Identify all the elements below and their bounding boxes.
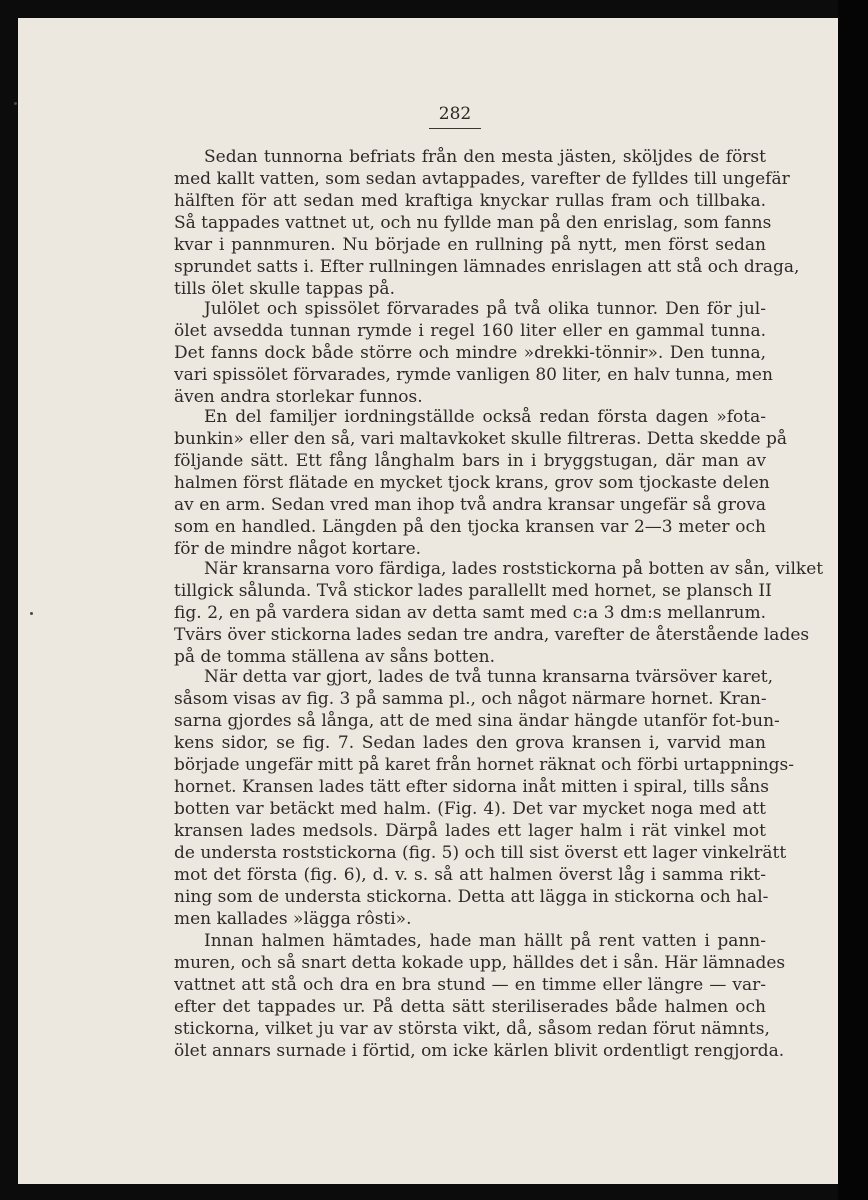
page-number: 282: [438, 104, 472, 124]
text-line: mot det första (fig. 6), d. v. s. så att halmen överst låg i samma rikt-: [174, 865, 766, 885]
text-line: ning som de understa stickorna. Detta att lägga in stickorna och hal-: [174, 887, 769, 907]
text-line: tillgick sålunda. Två stickor lades parallellt med hornet, se plansch II: [174, 581, 772, 601]
text-line: botten var betäckt med halm. (Fig. 4). Det var mycket noga med att: [174, 799, 766, 819]
page-number-rule: [429, 128, 481, 129]
text-line: såsom visas av fig. 3 på samma pl., och något närmare hornet. Kran-: [174, 689, 767, 709]
text-line: kvar i pannmuren. Nu började en rullning på nytt, men först sedan: [174, 235, 766, 255]
text-line: En del familjer iordningställde också redan första dagen »fota-: [204, 407, 766, 427]
text-line: följande sätt. Ett fång långhalm bars in i bryggstugan, där man av: [174, 451, 766, 471]
text-line: sprundet satts i. Efter rullningen lämnades enrislagen att stå och draga,: [174, 257, 800, 277]
text-line: hornet. Kransen lades tätt efter sidorna inåt mitten i spiral, tills såns: [174, 777, 769, 797]
text-line: ölet annars surnade i förtid, om icke kärlen blivit ordentligt rengjorda.: [174, 1041, 785, 1061]
text-line: Julölet och spissölet förvarades på två olika tunnor. Den för jul-: [204, 299, 766, 319]
text-line: för de mindre något kortare.: [174, 539, 422, 559]
text-line: ölet avsedda tunnan rymde i regel 160 liter eller en gammal tunna.: [174, 321, 766, 341]
scan-speck: [14, 102, 17, 105]
scan-speck: [30, 612, 33, 615]
scan-edge: [838, 0, 868, 1200]
text-line: hälften för att sedan med kraftiga knyckar rullas fram och tillbaka.: [174, 191, 766, 211]
text-line: på de tomma ställena av såns botten.: [174, 647, 495, 667]
text-line: sarna gjordes så långa, att de med sina ändar hängde utanför fot-bun-: [174, 711, 780, 731]
text-line: men kallades »lägga rôsti».: [174, 909, 412, 929]
text-line: efter det tappades ur. På detta sätt steriliserades både halmen och: [174, 997, 766, 1017]
text-line: När kransarna voro färdiga, lades roststickorna på botten av sån, vilket: [204, 559, 824, 579]
text-line: Så tappades vattnet ut, och nu fyllde man på den enrislag, som fanns: [174, 213, 772, 233]
text-line: Innan halmen hämtades, hade man hällt på rent vatten i pann-: [204, 931, 766, 951]
text-line: de understa roststickorna (fig. 5) och till sist överst ett lager vinkelrätt: [174, 843, 787, 863]
text-line: kens sidor, se fig. 7. Sedan lades den grova kransen i, varvid man: [174, 733, 766, 753]
text-line: av en arm. Sedan vred man ihop två andra kransar ungefär så grova: [174, 495, 766, 515]
text-line: började ungefär mitt på karet från hornet räknat och förbi urtappnings-: [174, 755, 795, 775]
text-line: vari spissölet förvarades, rymde vanligen 80 liter, en halv tunna, men: [174, 365, 773, 385]
text-line: Det fanns dock både större och mindre »drekki-tönnir». Den tunna,: [174, 343, 766, 363]
text-line: Tvärs över stickorna lades sedan tre andra, varefter de återstående lades: [174, 625, 810, 645]
text-line: bunkin» eller den så, vari maltavkoket skulle filtreras. Detta skedde på: [174, 429, 787, 449]
text-line: halmen först flätade en mycket tjock krans, grov som tjockaste delen: [174, 473, 770, 493]
text-line: även andra storlekar funnos.: [174, 387, 423, 407]
text-line: som en handled. Längden på den tjocka kransen var 2—3 meter och: [174, 517, 766, 537]
text-line: När detta var gjort, lades de två tunna kransarna tvärsöver karet,: [204, 667, 773, 687]
text-line: kransen lades medsols. Därpå lades ett lager halm i rät vinkel mot: [174, 821, 766, 841]
text-line: med kallt vatten, som sedan avtappades, varefter de fylldes till ungefär: [174, 169, 790, 189]
text-line: vattnet att stå och dra en bra stund — en timme eller längre — var-: [174, 975, 766, 995]
text-line: stickorna, vilket ju var av största vikt, då, såsom redan förut nämnts,: [174, 1019, 770, 1039]
text-line: muren, och så snart detta kokade upp, hälldes det i sån. Här lämnades: [174, 953, 786, 973]
text-line: tills ölet skulle tappas på.: [174, 279, 395, 299]
text-line: fig. 2, en på vardera sidan av detta samt med c:a 3 dm:s mellanrum.: [174, 603, 766, 623]
text-line: Sedan tunnorna befriats från den mesta jästen, sköljdes de först: [204, 147, 766, 167]
